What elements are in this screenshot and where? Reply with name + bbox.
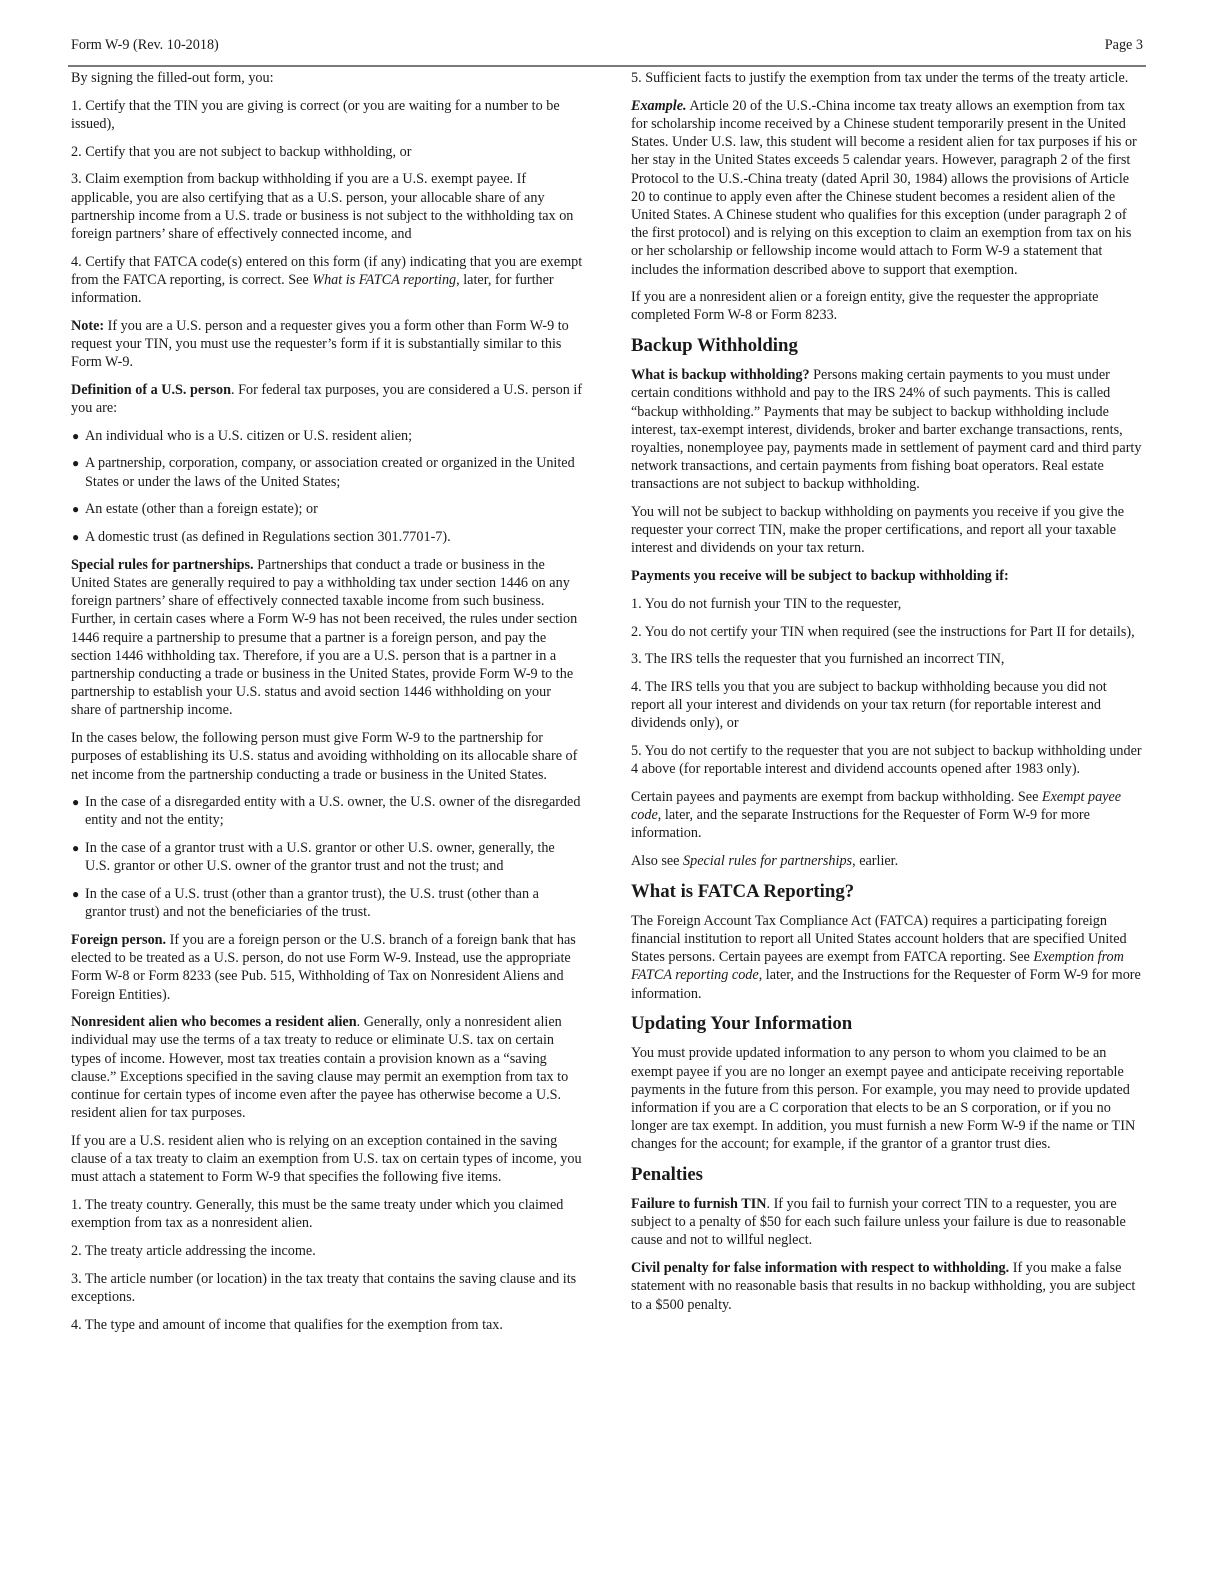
bullet-icon: ● [72,456,80,471]
foreign-person-paragraph: Foreign person. If you are a foreign person or the U.S. branch of a foreign bank that has elected to be treated as a U.S. person, do not use Form W-9. Instead, use the appropriate Form W-8 or Form 8233 (see Pub. 515, Withholding of Tax on Nonresident Aliens and Foreign Entities). [71,931,576,1003]
resident-alien-statement: If you are a U.S. resident alien who is relying on an exception contained in the saving clause of a tax treaty to claim an exemption from U.S. tax on certain types of income, you must attach a statement to Form W-9 that specifies the following five items. [71,1132,582,1186]
definition-bullet: ● An individual who is a U.S. citizen or U.S. resident alien; [72,427,413,444]
example-paragraph: Example. Article 20 of the U.S.-China income tax treaty allows an exemption from tax for scholarship income received by a Chinese student temporarily present in the United States. Under U.S. law, this student will become a resident alien for tax purposes if his or her stay in the United States exceeds 5 calendar years. However, paragraph 2 of the first Protocol to the U.S.-China treaty (dated April 30, 1984) allows the provisions of Article 20 to continue to apply even after the Chinese student becomes a resident alien of the United States. A Chinese student who qualifies for this exception (under paragraph 2 of the first protocol) and is relying on this exception to claim an exemption from tax on his or her scholarship or fellowship income would attach to Form W-9 a statement that includes the information described above to support that exemption. [631,97,1137,278]
exempt-payee-code-reference: Exempt payee code [631,789,1122,824]
definition-bullet: ● A domestic trust (as defined in Regulations section 301.7701-7). [72,529,451,546]
five-item-3: 3. The article number (or location) in the tax treaty that contains the saving clause and its exceptions. [71,1270,577,1305]
civil-penalty-paragraph: Civil penalty for false information with respect to withholding. If you make a false statement with no reasonable basis that results in no backup withholding, you are subject to a $500 penalty. [631,1260,1136,1313]
header-rule [68,65,1146,67]
case-bullet: ● In the case of a U.S. trust (other than a grantor trust), the U.S. trust (other than a grantor trust) and not the beneficiaries of the trust. [72,886,539,921]
nonresident-instruction: If you are a nonresident alien or a foreign entity, give the requester the appropriate completed Form W-8 or Form 8233. [631,289,1099,324]
backup-withholding-heading: Backup Withholding [631,335,798,357]
five-item-4: 4. The type and amount of income that qualifies for the exemption from tax. [71,1316,503,1333]
cert-item-4: 4. Certify that FATCA code(s) entered on this form (if any) indicating that you are exempt from the FATCA reporting, is correct. See What is FATCA reporting, later, for further information. [71,253,583,307]
payment-condition-4: 4. The IRS tells you that you are subject to backup withholding because you did not report all your interest and dividends on your tax return (for reportable interest and dividends only), or [631,678,1107,732]
what-is-backup-paragraph: What is backup withholding? Persons making certain payments to you must under certain conditions withhold and pay to the IRS 24% of such payments. This is called “backup withholding.” Payments that may be subject to backup withholding include interest, tax-exempt interest, dividends, broker and barter exchange transactions, rents, royalties, nonemployee pay, payments made in settlement of payment card and third party network transactions, and certain payments from fishing boat operators. Real estate transactions are not subject to backup withholding. [631,367,1142,493]
payment-condition-2: 2. You do not certify your TIN when required (see the instructions for Part II for details), [631,623,1135,640]
left-column [71,69,583,1343]
bullet-icon: ● [72,530,80,545]
five-item-2: 2. The treaty article addressing the income. [71,1242,316,1259]
special-rules-paragraph: Special rules for partnerships. Partnerships that conduct a trade or business in the United States are generally required to pay a withholding tax under section 1446 on any foreign partners’ share of effectively connected taxable income from such business. Further, in certain cases where a Form W-9 has not been received, the rules under section 1446 require a partnership to presume that a partner is a foreign person, and pay the section 1446 withholding tax. Therefore, if you are a U.S. person that is a partner in a partnership conducting a trade or business in the United States, provide Form W-9 to the partnership to establish your U.S. status and avoid section 1446 withholding on your share of partnership income. [71,556,578,719]
note-paragraph: Note: If you are a U.S. person and a requester gives you a form other than Form W-9 to request your TIN, you must use the requester’s form if it is substantially similar to this Form W-9. [71,317,569,371]
definition-bullet: ● A partnership, corporation, company, or association created or organized in the United States or under the laws of the United States; [72,455,575,490]
bullet-icon: ● [72,841,80,856]
definition-bullet: ● An estate (other than a foreign estate); or [72,501,318,518]
fatca-reference-link: What is FATCA reporting [312,271,457,288]
updating-paragraph: You must provide updated information to any person to whom you claimed to be an exempt payee if you are no longer an exempt payee and anticipate receiving reportable payments in the future from this person. For example, you may need to provide updated information if you are a C corporation that elects to be an S corporation, or if you no longer are tax exempt. In addition, you must furnish a new Form W-9 if the name or TIN changes for the account; for example, if the grantor of a grantor trust dies. [631,1045,1136,1153]
bullet-icon: ● [72,428,80,443]
nonresident-alien-paragraph: Nonresident alien who becomes a resident alien. Generally, only a nonresident alien individual may use the terms of a tax treaty to reduce or eliminate U.S. tax on certain types of income. However, most tax treaties contain a provision known as a “saving clause.” Exceptions specified in the saving clause may permit an exemption from tax to continue for certain types of income even after the payee has otherwise become a U.S. resident alien for tax purposes. [71,1014,569,1122]
five-item-1: 1. The treaty country. Generally, this must be the same treaty under which you claimed exemption from tax as a nonresident alien. [71,1197,564,1232]
payment-condition-1: 1. You do not furnish your TIN to the requester, [631,595,902,612]
not-subject-paragraph: You will not be subject to backup withholding on payments you receive if you give the requester your correct TIN, make the proper certifications, and report all your taxable interest and dividends on your tax return. [631,504,1125,557]
also-see-paragraph: Also see Special rules for partnerships, earlier. [631,853,899,870]
cases-intro: In the cases below, the following person must give Form W-9 to the partnership for purposes of establishing its U.S. status and avoiding withholding on its allocable share of net income from the partnership conducting a trade or business in the United States. [71,730,578,783]
payment-condition-5: 5. You do not certify to the requester that you are not subject to backup withholding under 4 above (for reportable interest and dividend accounts opened after 1983 only). [631,743,1142,778]
cert-item-2: 2. Certify that you are not subject to backup withholding, or [71,143,412,160]
updating-heading: Updating Your Information [631,1013,853,1035]
failure-to-furnish-paragraph: Failure to furnish TIN. If you fail to furnish your correct TIN to a requester, you are subject to a penalty of $50 for each such failure unless your failure is due to reasonable cause and not to willful neglect. [631,1196,1126,1249]
fatca-heading: What is FATCA Reporting? [631,880,855,902]
bullet-icon: ● [72,795,80,810]
bullet-icon: ● [72,502,80,517]
exempt-payees-paragraph: Certain payees and payments are exempt from backup withholding. See Exempt payee code, later, and the separate Instructions for the Requester of Form W-9 for more information. [631,789,1122,842]
us-person-definition: Definition of a U.S. person. For federal tax purposes, you are considered a U.S. person if you are: [71,381,583,417]
case-bullet: ● In the case of a grantor trust with a U.S. grantor or other U.S. owner, generally, the U.S. grantor or other U.S. owner of the grantor trust and not the trust; and [72,840,555,875]
cert-item-3: 3. Claim exemption from backup withholding if you are a U.S. exempt payee. If applicable, you are also certifying that as a U.S. person, your allocable share of any partnership income from a U.S. trade or business is not subject to the withholding tax on foreign partners’ share of effectively connected income, and [71,171,574,242]
five-item-5: 5. Sufficient facts to justify the exemption from tax under the terms of the treaty article. [631,70,1129,86]
special-rules-reference: Special rules for partnerships [683,853,853,870]
right-column [631,69,1143,1323]
form-id: Form W-9 (Rev. 10-2018) [71,37,219,53]
fatca-paragraph: The Foreign Account Tax Compliance Act (FATCA) requires a participating foreign financial institution to report all United States account holders that are specified United States persons. Certain payees are exempt from FATCA reporting. See Exemption from FATCA reporting code, later, and the Instructions for the Requester of Form W-9 for more information. [631,912,1141,1002]
page-number: Page 3 [1104,37,1143,53]
signing-intro: By signing the filled-out form, you: [71,70,274,86]
penalties-heading: Penalties [631,1164,703,1186]
fatca-code-reference: Exemption from FATCA reporting code [631,949,1124,984]
cert-item-1: 1. Certify that the TIN you are giving is correct (or you are waiting for a number to be issued), [71,97,560,132]
payments-subject-heading: Payments you receive will be subject to backup withholding if: [631,568,1009,585]
case-bullet: ● In the case of a disregarded entity with a U.S. owner, the U.S. owner of the disregarded entity and not the entity; [72,794,581,829]
bullet-icon: ● [72,887,80,902]
payment-condition-3: 3. The IRS tells the requester that you furnished an incorrect TIN, [631,651,1005,668]
